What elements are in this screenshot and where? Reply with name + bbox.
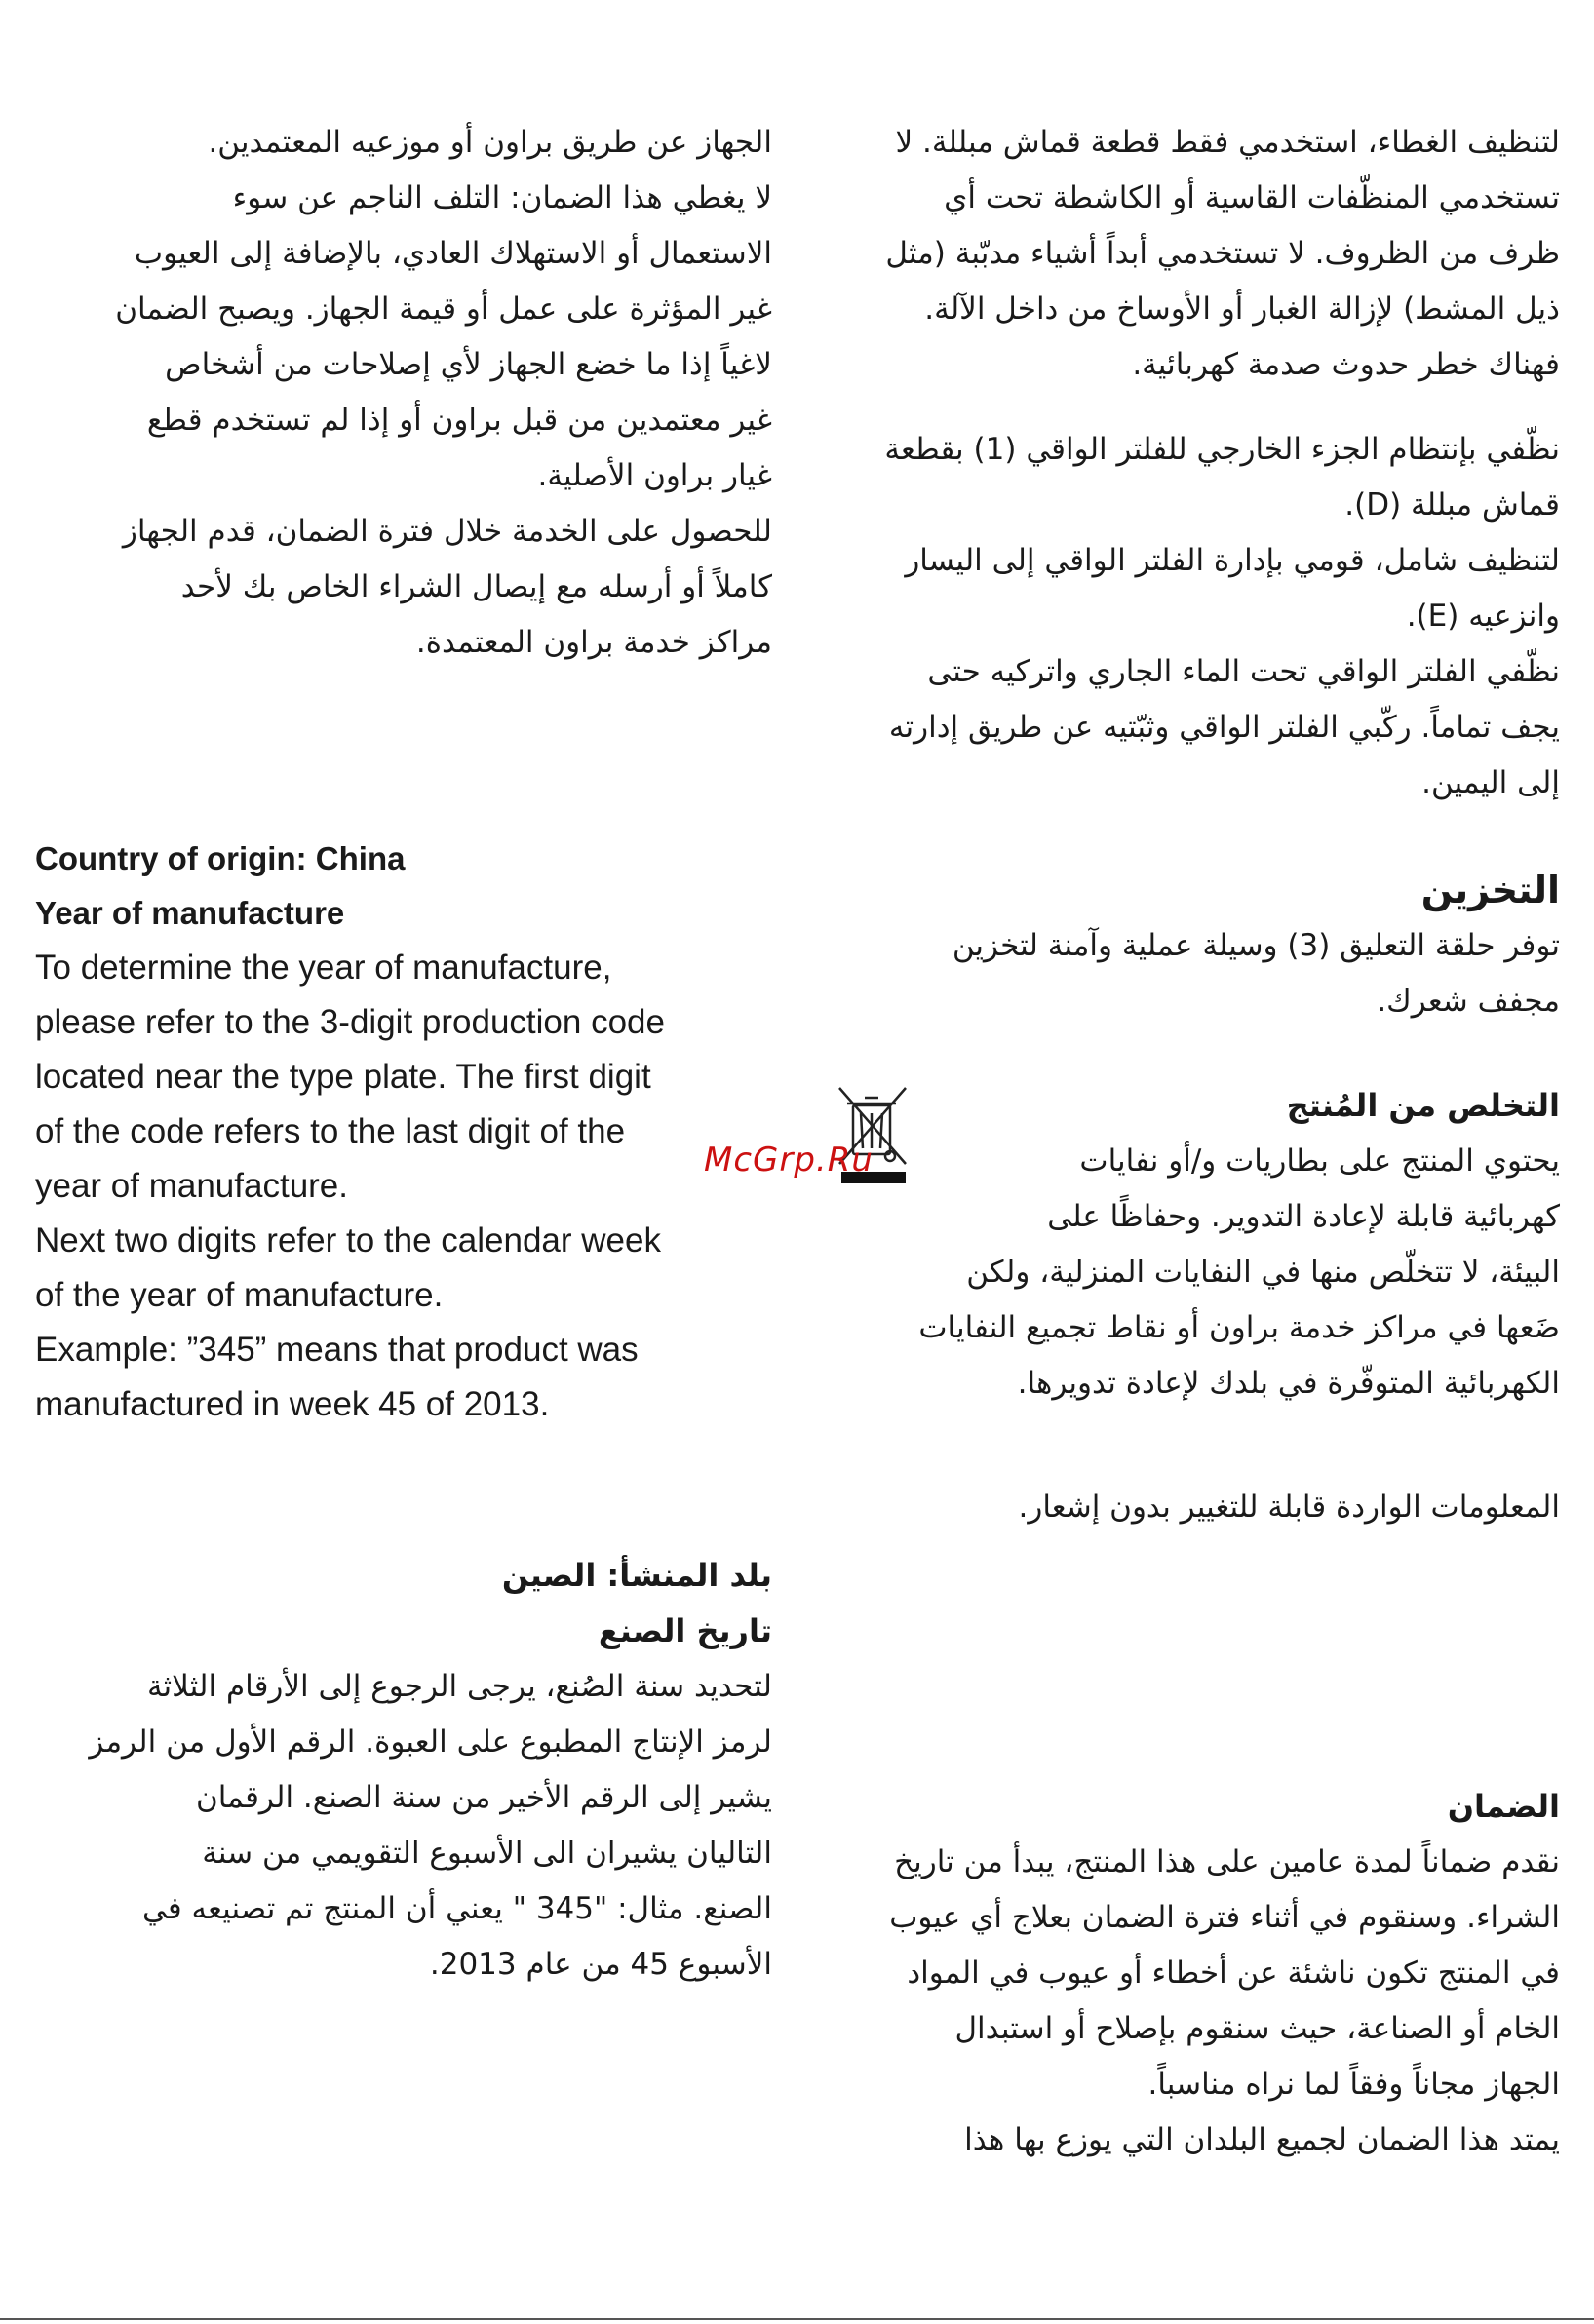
storage-title: التخزين [1420,869,1560,911]
storage-line: توفر حلقة التعليق (3) وسيلة عملية وآمنة لتخزين [952,928,1560,963]
year-text-line: To determine the year of manufacture, [35,949,612,987]
year-text-line: of the code refers to the last digit of the [35,1112,626,1150]
warranty-cont-line: مراكز خدمة براون المعتمدة. [415,625,772,660]
year-text-line: manufactured in week 45 of 2013. [35,1385,550,1423]
year-text-line: please refer to the 3-digit production code [35,1003,665,1041]
disposal-section [819,1134,1560,1412]
year-text-line: of the year of manufacture. [35,1276,444,1314]
origin-label: Country of origin: China [35,840,406,876]
cleaning-line: ظرف من الظروف. لا تستخدمي أبداً أشياء مدبّبة (مثل [885,236,1560,271]
origin-ar: بلد المنشأ: الصين [501,1557,772,1594]
english-origin-section [35,832,796,1432]
warranty-title: الضمان [1447,1788,1560,1825]
left-warranty-column [29,115,772,671]
warranty-cont-line: الجهاز عن طريق براون أو موزعيه المعتمدين. [208,125,772,160]
year-text-line: located near the type plate. The first digit [35,1058,651,1096]
disposal-line: يحتوي المنتج على بطاريات و/أو نفايات [1079,1143,1560,1179]
cleaning-line: لتنظيف الغطاء، استخدمي فقط قطعة قماش مبللة. لا [895,125,1560,160]
cleaning-line: ذيل المشط) لإزالة الغبار أو الأوساخ من داخل الآلة. [924,291,1560,327]
page-bottom-rule [0,2318,1594,2320]
disposal-line: البيئة، لا تتخلّص منها في النفايات المنزلية، ولكن [966,1255,1560,1290]
warranty-cont-line: للحصول على الخدمة خلال فترة الضمان، قدم الجهاز [122,514,772,549]
warranty-cont-line: لا يغطي هذا الضمان: التلف الناجم عن سوء [232,180,772,215]
year-text-line: year of manufacture. [35,1167,348,1205]
year-ar-line: لرمز الإنتاج المطبوع على العبوة. الرقم الأول من الرمز [89,1724,772,1760]
filter-section [819,422,1560,811]
cleaning-section [819,115,1560,393]
warranty-cont-line: غير المؤثرة على عمل أو قيمة الجهاز. ويصبح الضمان [115,291,772,327]
year-ar-line: التاليان يشيران الى الأسبوع التقويمي من سنة [202,1836,772,1871]
watermark: McGrp.Ru [704,1141,874,1180]
filter-line: يجف تماماً. ركّبي الفلتر الواقي وثبّتيه عن طريق إدارته [888,710,1560,745]
disposal-line: ضَعها في مراكز خدمة براون أو نقاط تجميع النفايات [918,1310,1560,1345]
disposal-title: التخلص من المُنتج [1286,1087,1560,1124]
warranty-line: الجهاز مجاناً وفقاً لما نراه مناسباً. [1147,2067,1560,2102]
warranty-line: الخام أو الصناعة، حيث سنقوم بإصلاح أو استبدال [954,2011,1560,2046]
warranty-cont-line: الاستعمال أو الاستهلاك العادي، بالإضافة إلى العيوب [134,236,772,271]
filter-line: نظّفي الفلتر الواقي تحت الماء الجاري واتركيه حتى [927,654,1560,689]
year-ar-line: يشير إلى الرقم الأخير من سنة الصنع. الرقمان [195,1780,772,1815]
cleaning-line: تستخدمي المنظّفات القاسية أو الكاشطة تحت أي [944,180,1560,215]
filter-line: إلى اليمين. [1421,765,1560,800]
year-label: Year of manufacture [35,895,345,931]
warranty-cont-line: غير معتمدين من قبل براون أو إذا لم تستخدم قطع [146,403,772,438]
warranty-line: نقدم ضماناً لمدة عامين على هذا المنتج، يبدأ من تاريخ [894,1844,1560,1879]
warranty-cont-line: لاغياً إذا ما خضع الجهاز لأي إصلاحات من أشخاص [165,347,772,382]
year-ar-title: تاريخ الصنع [598,1612,772,1649]
arabic-origin-section [29,1548,772,1993]
year-ar-line: الصنع. مثال: "345 " يعني أن المنتج تم تصنيعه في [142,1891,772,1926]
year-ar-line: لتحديد سنة الصُنع، يرجى الرجوع إلى الأرقام الثلاثة [146,1669,772,1704]
filter-line: وانزعيه (E). [1406,599,1560,634]
warranty-cont-line: غيار براون الأصلية. [537,458,772,493]
change-notice: المعلومات الواردة قابلة للتغيير بدون إشعار. [1018,1490,1560,1525]
year-text-line: Next two digits refer to the calendar week [35,1221,661,1259]
filter-line: نظّفي بإنتظام الجزء الخارجي للفلتر الواقي (1) بقطعة [884,432,1560,467]
year-text-line: Example: ”345” means that product was [35,1331,639,1369]
warranty-section [819,1835,1560,2168]
warranty-line: الشراء. وسنقوم في أثناء فترة الضمان بعلاج أي عيوب [889,1900,1560,1935]
year-ar-line: الأسبوع 45 من عام 2013. [429,1947,772,1982]
warranty-line: يمتد هذا الضمان لجميع البلدان التي يوزع بها هذا [964,2122,1560,2157]
disposal-line: كهربائية قابلة لإعادة التدوير. وحفاظًا على [1047,1199,1560,1234]
filter-line: قماش مبللة (D). [1344,487,1560,523]
storage-line: مجفف شعرك. [1377,984,1560,1019]
cleaning-line: فهناك خطر حدوث صدمة كهربائية. [1132,347,1560,382]
warranty-line: في المنتج تكون ناشئة عن أخطاء أو عيوب في المواد [907,1956,1560,1991]
disposal-line: الكهربائية المتوفّرة في بلدك لإعادة تدويرها. [1017,1366,1560,1401]
warranty-cont-line: كاملاً أو أرسله مع إيصال الشراء الخاص بك لأحد [180,569,772,604]
filter-line: لتنظيف شامل، قومي بإدارة الفلتر الواقي إلى اليسار [905,543,1560,578]
right-column [819,115,1560,2168]
